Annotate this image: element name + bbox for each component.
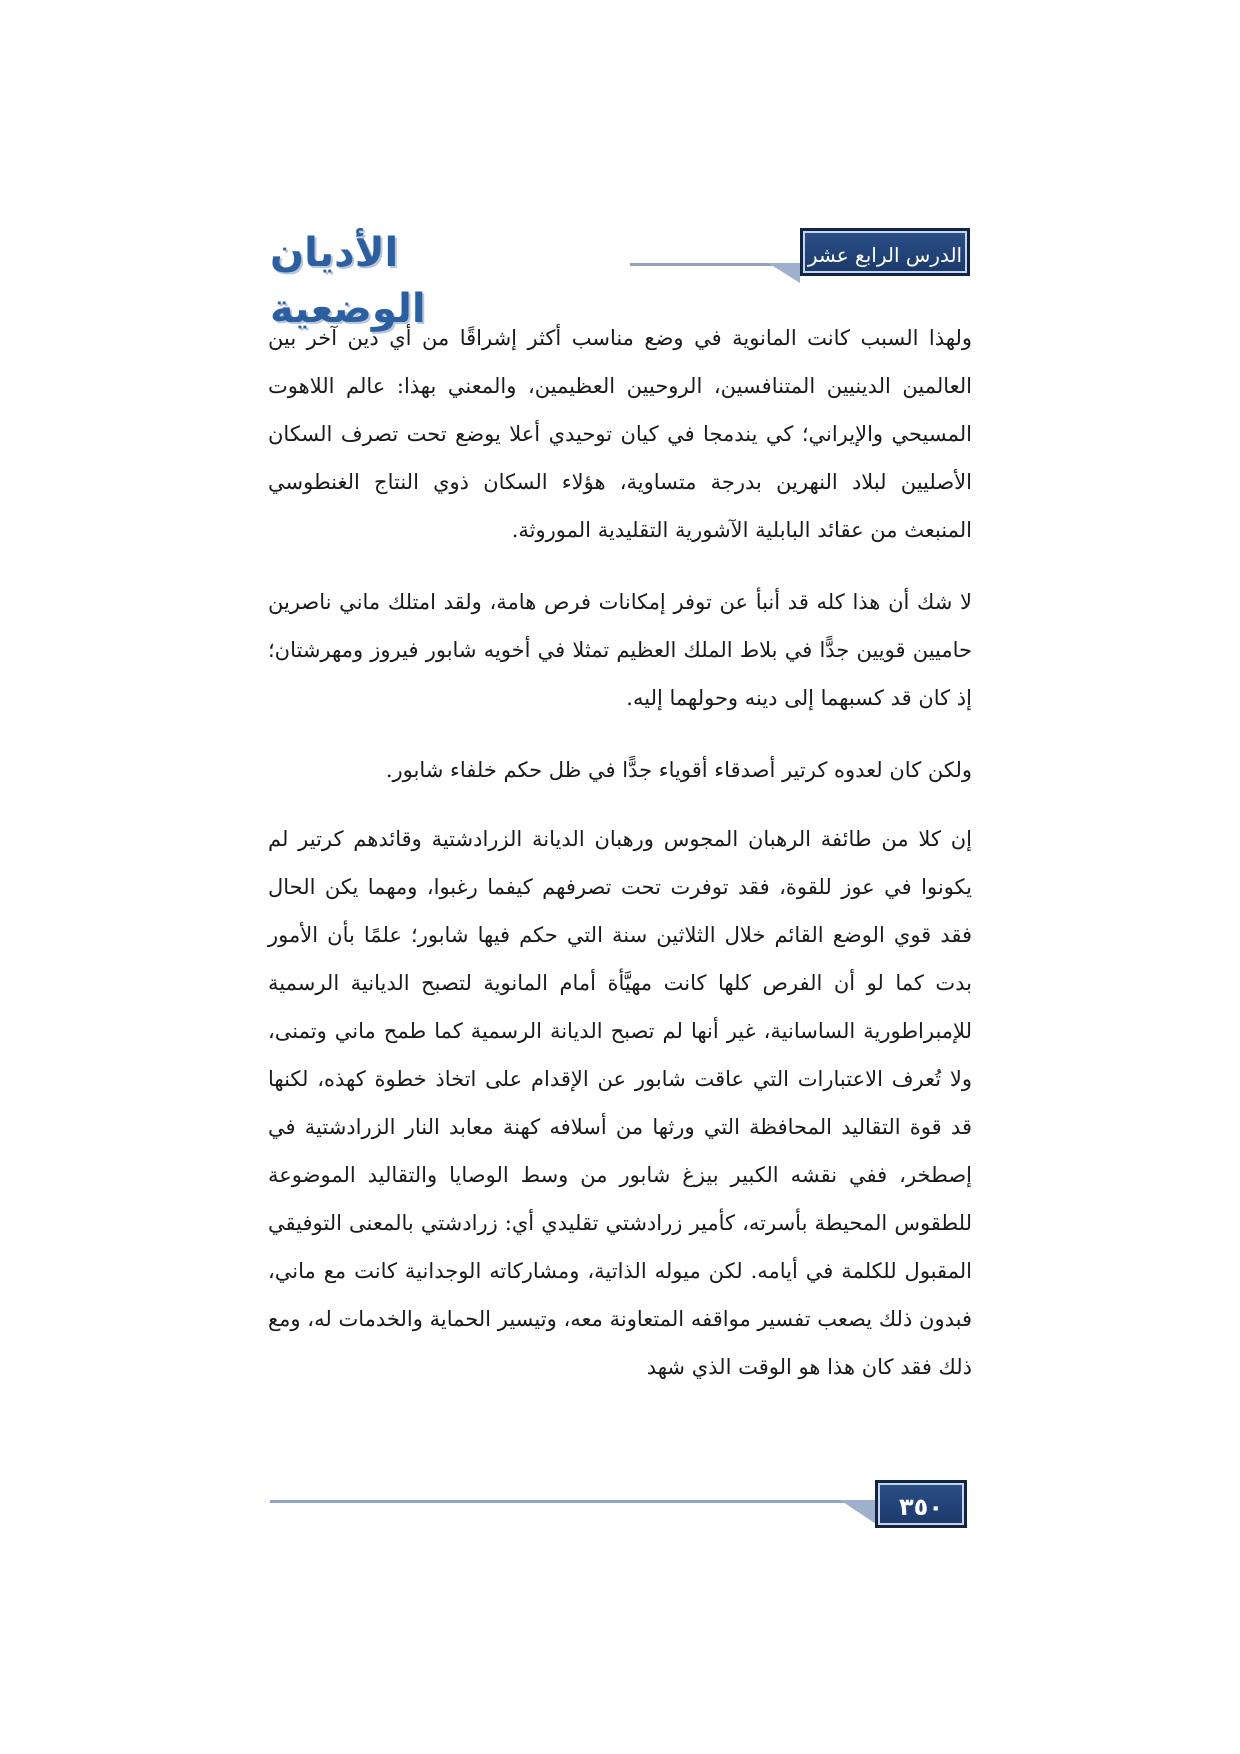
footer-rule-wedge: [840, 1500, 876, 1524]
paragraph-2: لا شك أن هذا كله قد أنبأ عن توفر إمكانات فرص هامة، ولقد امتلك ماني ناصرين حاميين قويين جدًّا في بلاط الملك العظيم تمثلا في أخويه شابور فيروز ومهرشتان؛ إذ كان قد كسبهما إلى دينه وحولهما إليه.: [268, 590, 972, 710]
book-title: الأديان الوضعية: [270, 230, 426, 332]
page-header: [270, 225, 970, 332]
chapter-label: الدرس الرابع عشر: [800, 228, 970, 276]
paragraph-4: إن كلا من طائفة الرهبان المجوس ورهبان الديانة الزرادشتية وقائدهم كرتير لم يكونوا في عوز للقوة، فقد توفرت تحت تصرفهم كيفما رغبوا، ومهما يكن الحال فقد قوي الوضع القائم خلال الثلاثين سنة التي حكم فيها شابور؛ علمًا بأن الأمور بدت كما لو أن الفرص كلها كانت مهيَّأة أمام المانوية لتصبح الديانية الرسمية للإمبراطورية الساسانية، غير أنها لم تصبح الديانة الرسمية كما طمح ماني وتمنى، ولا تُعرف الاعتبارات التي عاقت شابور عن الإقدام على اتخاذ خطوة كهذه، لكنها قد قوة التقاليد المحافظة التي ورثها من أسلافه كهنة معابد النار الزرادشتية في إصطخر، ففي نقشه الكبير بيزغ شابور من وسط الوصايا والتقاليد الموضوعة للطقوس المحيطة بأسرته، كأمير زرادشتي تقليدي أي: زرادشتي بالمعنى التوفيقي المقبول للكلمة في أيامه. لكن ميوله الذاتية، ومشاركاته الوجدانية كانت مع ماني، فبدون ذلك يصعب تفسير مواقفه المتعاونة معه، وتيسير الحماية والخدمات له، ومع ذلك فقد كان هذا هو الوقت الذي شهد: [268, 827, 972, 1379]
footer-rule: [270, 1500, 870, 1503]
page-number: ٣٥٠: [875, 1480, 967, 1528]
paragraph-1: ولهذا السبب كانت المانوية في وضع مناسب أكثر إشراقًا من أي دين آخر بين العالمين الدينيين المتنافسين، الروحيين العظيمين، والمعني بهذا: عالم اللاهوت المسيحي والإيراني؛ كي يندمجا في كيان توحيدي أعلا يوضع تحت تصرف السكان الأصليين لبلاد النهرين بدرجة متساوية، هؤلاء السكان ذوي النتاج الغنطوسي المنبعث من عقائد البابلية الآشورية التقليدية الموروثة.: [268, 326, 972, 542]
paragraph-3: ولكن كان لعدوه كرتير أصدقاء أقوياء جدًّا في ظل حكم خلفاء شابور.: [385, 758, 972, 782]
header-rule-wedge: [768, 263, 800, 283]
